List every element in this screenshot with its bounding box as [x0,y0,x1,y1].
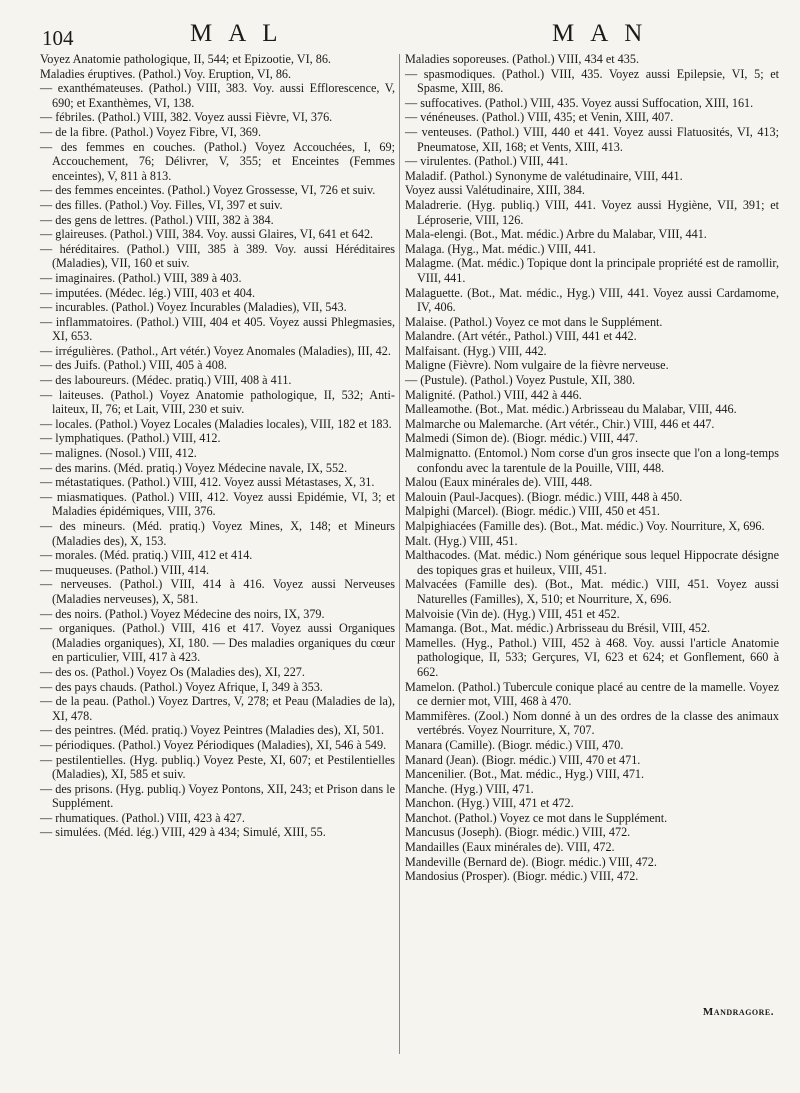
index-entry: Maladif. (Pathol.) Synonyme de valétudinaire, VIII, 441. [405,168,683,183]
index-entry: — incurables. (Pathol.) Voyez Incurables (Maladies), VII, 543. [40,300,347,315]
index-entry: — des femmes en couches. (Pathol.) Voyez Accouchées, I, 69; Accouchement, 76; Délivrer, V, 355; et Enceintes (Femmes enceintes), V, 811 à 813. [40,139,395,183]
index-entry: Malpighi (Marcel). (Biogr. médic.) VIII, 450 et 451. [405,504,660,519]
index-entry: — suffocatives. (Pathol.) VIII, 435. Voyez aussi Suffocation, XIII, 161. [405,95,754,110]
index-entry: — de la peau. (Pathol.) Voyez Dartres, V, 278; et Peau (Maladies de la), XI, 478. [40,694,395,723]
index-entry: — pestilentielles. (Hyg. publiq.) Voyez Peste, XI, 607; et Pestilentielles (Maladies), XI, 585 et suiv. [40,752,395,782]
index-entry: Mandosius (Prosper). (Biogr. médic.) VIII, 472. [405,869,639,884]
index-entry: Maladies éruptives. (Pathol.) Voy. Eruption, VI, 86. [40,66,292,81]
index-entry: — morales. (Méd. pratiq.) VIII, 412 et 414. [40,548,253,563]
index-entry: Manchot. (Pathol.) Voyez ce mot dans le Supplément. [405,810,668,825]
index-entry: Malt. (Hyg.) VIII, 451. [405,533,518,548]
index-entry: Mandeville (Bernard de). (Biogr. médic.) VIII, 472. [405,854,657,869]
index-entry: Mandailles (Eaux minérales de). VIII, 472. [405,840,615,855]
running-header [0,18,800,52]
right-column [405,52,779,884]
index-entry: — des marins. (Méd. pratiq.) Voyez Médecine navale, IX, 552. [40,460,348,475]
index-entry: Malfaisant. (Hyg.) VIII, 442. [405,343,547,358]
left-column [40,52,395,840]
index-entry: — imaginaires. (Pathol.) VIII, 389 à 403. [40,270,242,285]
index-entry: — des os. (Pathol.) Voyez Os (Maladies des), XI, 227. [40,664,305,679]
index-entry: Voyez aussi Valétudinaire, XIII, 384. [405,183,585,198]
index-entry: — des Juifs. (Pathol.) VIII, 405 à 408. [40,358,227,373]
index-entry: Malvoisie (Vin de). (Hyg.) VIII, 451 et 452. [405,606,620,621]
index-entry: — locales. (Pathol.) Voyez Locales (Maladies locales), VIII, 182 et 183. [40,416,392,431]
index-entry: — vénéneuses. (Pathol.) VIII, 435; et Venin, XIII, 407. [405,110,674,125]
index-entry: — métastatiques. (Pathol.) VIII, 412. Voyez aussi Métastases, X, 31. [40,475,375,490]
index-entry: — muqueuses. (Pathol.) VIII, 414. [40,562,210,577]
index-entry: — rhumatiques. (Pathol.) VIII, 423 à 427. [40,810,245,825]
index-entry: — des femmes enceintes. (Pathol.) Voyez Grossesse, VI, 726 et suiv. [40,183,376,198]
index-entry: — simulées. (Méd. lég.) VIII, 429 à 434; Simulé, XIII, 55. [40,825,326,840]
index-entry: Mancenilier. (Bot., Mat. médic., Hyg.) VIII, 471. [405,767,645,782]
index-entry: Maladrerie. (Hyg. publiq.) VIII, 441. Voyez aussi Hygiène, VII, 391; et Léproserie, VIII, 126. [405,197,779,227]
index-entry: — inflammatoires. (Pathol.) VIII, 404 et 405. Voyez aussi Phlegmasies, XI, 653. [40,314,395,344]
index-entry: Manard (Jean). (Biogr. médic.) VIII, 470 et 471. [405,752,641,767]
index-entry: Malou (Eaux minérales de). VIII, 448. [405,475,593,490]
index-entry: Malagme. (Mat. médic.) Topique dont la principale propriété est de ramollir, VIII, 441. [405,256,779,285]
index-entry: — glaireuses. (Pathol.) VIII, 384. Voy. aussi Glaires, VI, 641 et 642. [40,227,374,242]
index-entry: — irrégulières. (Pathol., Art vétér.) Voyez Anomales (Maladies), III, 42. [40,343,391,358]
index-entry: Malmignatto. (Entomol.) Nom corse d'un gros insecte que l'on a long-temps confondu avec la tarentule de la Pouille, VIII, 448. [405,446,779,475]
header-right-word: MAN [552,20,659,47]
index-entry: — des laboureurs. (Médec. pratiq.) VIII, 408 à 411. [40,373,292,388]
index-entry: Malmarche ou Malemarche. (Art vétér., Chir.) VIII, 446 et 447. [405,416,715,431]
index-entry: Malaguette. (Bot., Mat. médic., Hyg.) VIII, 441. Voyez aussi Cardamome, IV, 406. [405,285,779,315]
page-number: 104 [42,26,74,50]
index-entry: Malaise. (Pathol.) Voyez ce mot dans le Supplément. [405,314,663,329]
index-entry: Malleamothe. (Bot., Mat. médic.) Arbrisseau du Malabar, VIII, 446. [405,402,737,417]
index-entry: — des noirs. (Pathol.) Voyez Médecine des noirs, IX, 379. [40,606,325,621]
index-entry: Manche. (Hyg.) VIII, 471. [405,781,534,796]
index-entry: Manara (Camille). (Biogr. médic.) VIII, 470. [405,737,624,752]
index-entry: — exanthémateuses. (Pathol.) VIII, 383. Voy. aussi Efflorescence, V, 690; et Exanthèmes, VI, 138. [40,81,395,110]
catchword: Mandragore. [702,1006,774,1018]
index-entry: Malignité. (Pathol.) VIII, 442 à 446. [405,387,582,402]
index-entry: Manchon. (Hyg.) VIII, 471 et 472. [405,796,574,811]
index-entry: Mala-elengi. (Bot., Mat. médic.) Arbre du Malabar, VIII, 441. [405,227,707,242]
index-entry: — nerveuses. (Pathol.) VIII, 414 à 416. Voyez aussi Nerveuses (Maladies nerveuses), X, 581. [40,577,395,606]
index-entry: — des filles. (Pathol.) Voy. Filles, VI, 397 et suiv. [40,197,283,212]
index-entry: — virulentes. (Pathol.) VIII, 441. [405,154,568,169]
index-entry: — des pays chauds. (Pathol.) Voyez Afrique, I, 349 à 353. [40,679,323,694]
index-entry: — des gens de lettres. (Pathol.) VIII, 382 à 384. [40,212,274,227]
index-entry: Mamelles. (Hyg., Pathol.) VIII, 452 à 468. Voy. aussi l'article Anatomie pathologique, II, 533; Gerçures, VI, 623 et 624; et Gonflement, 660 à 662. [405,635,779,679]
index-entry: Voyez Anatomie pathologique, II, 544; et Epizootie, VI, 86. [40,52,331,66]
index-entry: Mamelon. (Pathol.) Tubercule conique placé au centre de la mamelle. Voyez ce dernier mot, VIII, 468 à 470. [405,679,779,709]
index-entry: — héréditaires. (Pathol.) VIII, 385 à 389. Voy. aussi Héréditaires (Maladies), VII, 160 et suiv. [40,241,395,271]
index-entry: Malouin (Paul-Jacques). (Biogr. médic.) VIII, 448 à 450. [405,489,683,504]
index-entry: Mammifères. (Zool.) Nom donné à un des ordres de la classe des animaux vertébrés. Voyez Nourriture, X, 707. [405,708,779,738]
index-entry: Malaga. (Hyg., Mat. médic.) VIII, 441. [405,241,596,256]
index-entry: — des peintres. (Méd. pratiq.) Voyez Peintres (Maladies des), XI, 501. [40,723,385,738]
index-entry: — imputées. (Médec. lég.) VIII, 403 et 404. [40,285,256,300]
index-entry: — des prisons. (Hyg. publiq.) Voyez Pontons, XII, 243; et Prison dans le Supplément. [40,781,395,811]
index-entry: Maladies soporeuses. (Pathol.) VIII, 434 et 435. [405,52,640,66]
index-entry: — spasmodiques. (Pathol.) VIII, 435. Voyez aussi Epilepsie, VI, 5; et Spasme, XIII, 86. [405,66,779,96]
index-entry: Maligne (Fièvre). Nom vulgaire de la fièvre nerveuse. [405,358,669,373]
index-entry: — miasmatiques. (Pathol.) VIII, 412. Voyez aussi Epidémie, VI, 3; et Maladies épidémiques, VIII, 376. [40,489,395,519]
index-entry: — des mineurs. (Méd. pratiq.) Voyez Mines, X, 148; et Mineurs (Maladies des), X, 153. [40,519,395,548]
index-entry: Mamanga. (Bot., Mat. médic.) Arbrisseau du Brésil, VIII, 452. [405,621,711,636]
index-entry: Malpighiacées (Famille des). (Bot., Mat. médic.) Voy. Nourriture, X, 696. [405,519,765,533]
index-entry: Malmedi (Simon de). (Biogr. médic.) VIII, 447. [405,431,638,446]
index-entry: — laiteuses. (Pathol.) Voyez Anatomie pathologique, II, 532; Anti-laiteux, II, 76; et Lait, VIII, 230 et suiv. [40,387,395,417]
index-entry: — (Pustule). (Pathol.) Voyez Pustule, XII, 380. [405,373,636,388]
index-entry: — de la fibre. (Pathol.) Voyez Fibre, VI, 369. [40,124,262,139]
index-entry: — organiques. (Pathol.) VIII, 416 et 417. Voyez aussi Organiques (Maladies organiques), XI, 180. — Des maladies organiques du cœur en particulier, VIII, 417 à 423. [40,621,395,665]
index-entry: — périodiques. (Pathol.) Voyez Périodiques (Maladies), XI, 546 à 549. [40,737,387,752]
index-entry: — malignes. (Nosol.) VIII, 412. [40,446,197,461]
index-entry: Malvacées (Famille des). (Bot., Mat. médic.) VIII, 451. Voyez aussi Naturelles (Familles), X, 510; et Nourriture, X, 696. [405,577,779,606]
index-entry: — lymphatiques. (Pathol.) VIII, 412. [40,431,221,446]
index-entry: Mancusus (Joseph). (Biogr. médic.) VIII, 472. [405,825,631,840]
column-divider [399,54,400,1054]
index-entry: — venteuses. (Pathol.) VIII, 440 et 441. Voyez aussi Flatuosités, VI, 413; Pneumatose, XII, 168; et Vents, XIII, 413. [405,124,779,154]
index-entry: Malandre. (Art vétér., Pathol.) VIII, 441 et 442. [405,329,637,344]
header-left-word: MAL [190,20,294,47]
index-entry: — fébriles. (Pathol.) VIII, 382. Voyez aussi Fièvre, VI, 376. [40,110,333,125]
index-entry: Malthacodes. (Mat. médic.) Nom générique sous lequel Hippocrate désigne des topiques gras et huileux, VIII, 451. [405,548,779,577]
